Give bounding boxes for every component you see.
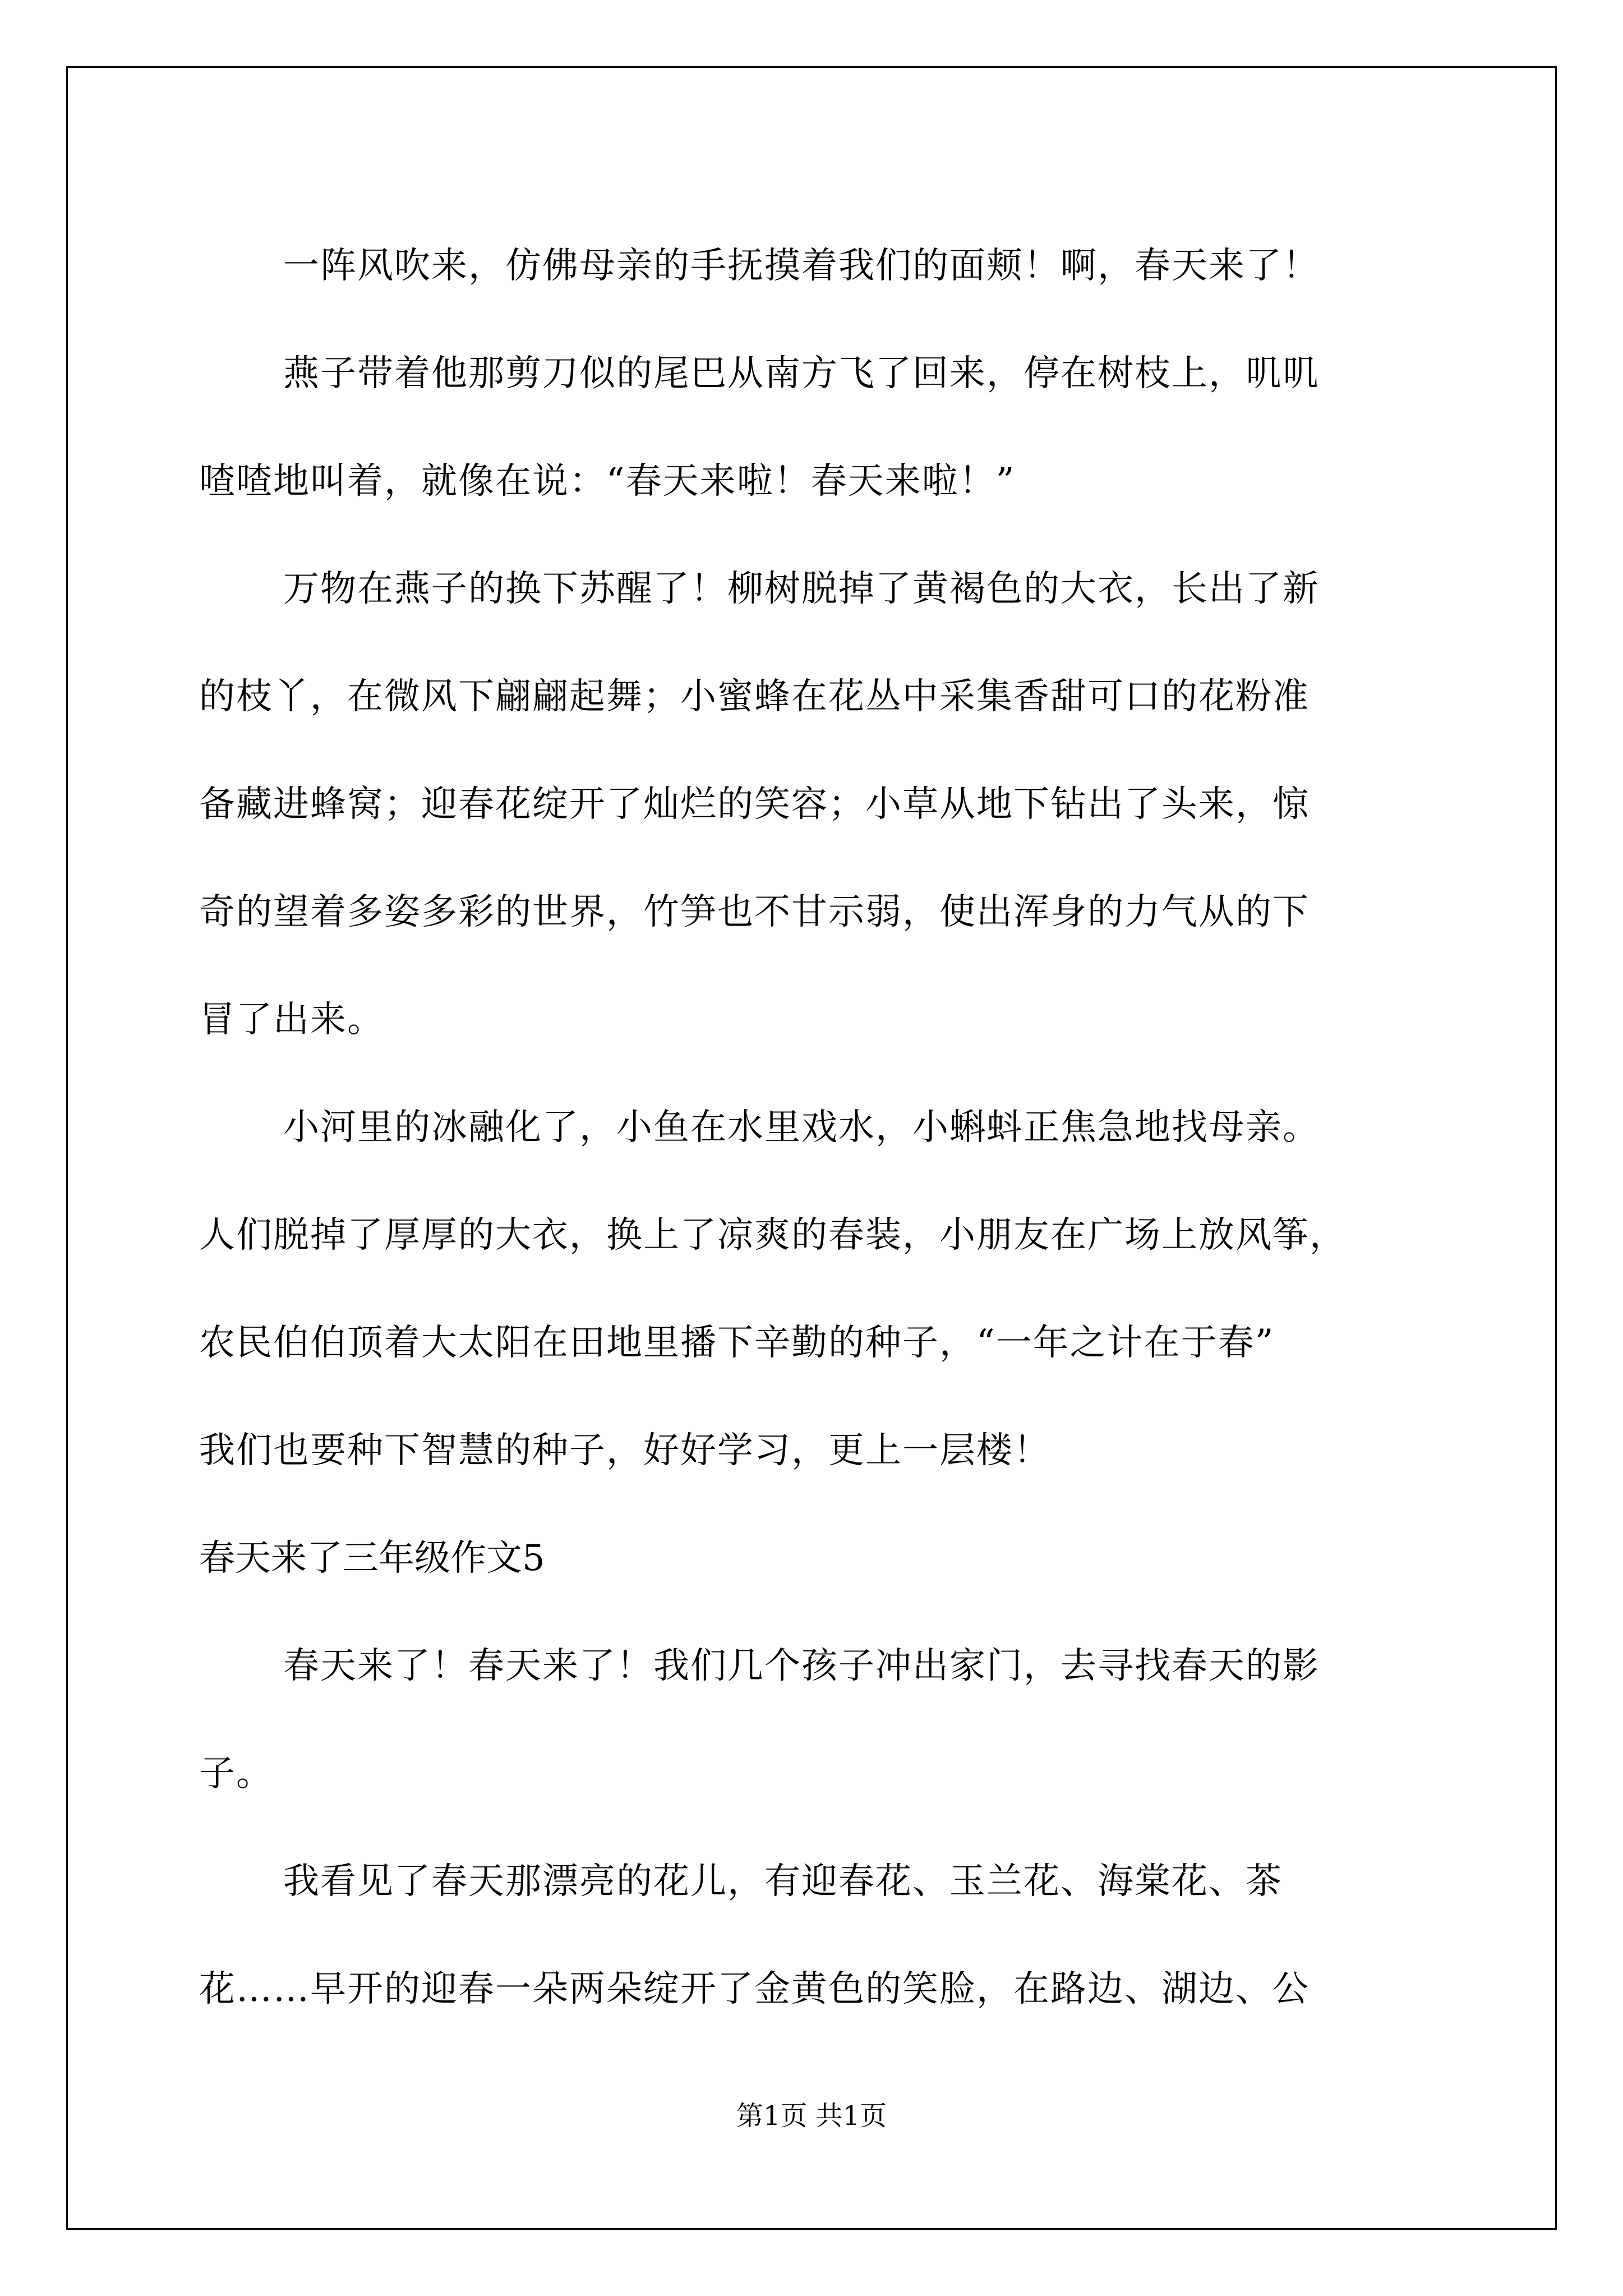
text-line: 万物在燕子的换下苏醒了！柳树脱掉了黄褐色的大衣，长出了新 xyxy=(283,568,1320,610)
text-line: 一阵风吹来，仿佛母亲的手抚摸着我们的面颊！啊，春天来了！ xyxy=(283,245,1320,287)
text-line: 冒了出来。 xyxy=(199,999,384,1041)
text-line: 花……早开的迎春一朵两朵绽开了金黄色的笑脸，在路边、湖边、公 xyxy=(199,1968,1310,2010)
text-line: 的枝丫，在微风下翩翩起舞；小蜜蜂在花丛中采集香甜可口的花粉准 xyxy=(199,676,1310,717)
text-line: 人们脱掉了厚厚的大衣，换上了凉爽的春装，小朋友在广场上放风筝， xyxy=(199,1214,1347,1256)
text-line: 春天来了！春天来了！我们几个孩子冲出家门，去寻找春天的影 xyxy=(283,1645,1320,1687)
text-line: 子。 xyxy=(199,1753,273,1795)
text-line: 小河里的冰融化了，小鱼在水里戏水，小蝌蚪正焦急地找母亲。 xyxy=(283,1107,1320,1148)
text-line: 奇的望着多姿多彩的世界，竹笋也不甘示弱，使出浑身的力气从的下 xyxy=(199,891,1310,933)
document-body xyxy=(199,212,1430,2043)
text-line: 喳喳地叫着，就像在说：“春天来啦！春天来啦！” xyxy=(199,461,1016,502)
section-heading: 春天来了三年级作文5 xyxy=(199,1538,545,1579)
text-line: 备藏进蜂窝；迎春花绽开了灿烂的笑容；小草从地下钻出了头来，惊 xyxy=(199,784,1310,825)
text-line: 我们也要种下智慧的种子，好好学习，更上一层楼！ xyxy=(199,1430,1050,1471)
text-line: 燕子带着他那剪刀似的尾巴从南方飞了回来，停在树枝上，叽叽 xyxy=(283,353,1320,394)
text-line: 我看见了春天那漂亮的花儿，有迎春花、玉兰花、海棠花、茶 xyxy=(283,1861,1283,1902)
page-number-footer: 第1页 共1页 xyxy=(736,2100,887,2132)
text-line: 农民伯伯顶着大太阳在田地里播下辛勤的种子，“一年之计在于春” xyxy=(199,1322,1275,1364)
